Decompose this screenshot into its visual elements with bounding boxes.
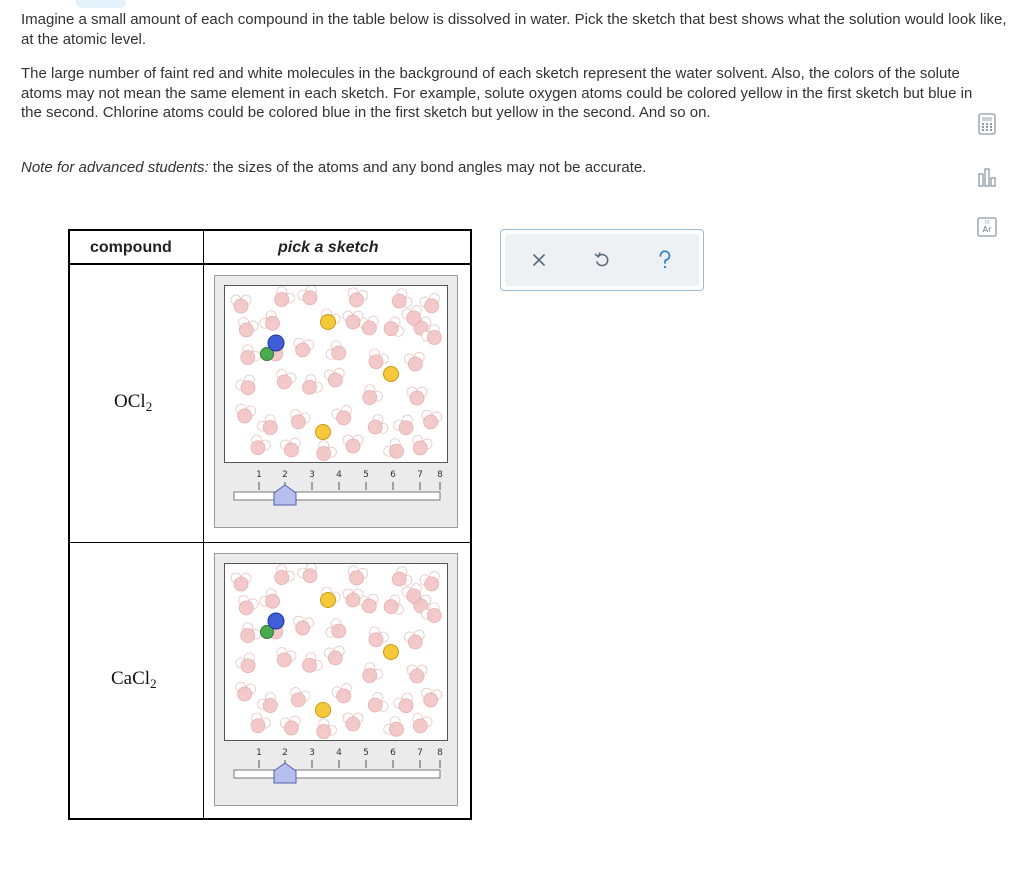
water-molecule: [258, 309, 285, 336]
water-molecule: [292, 337, 315, 358]
water-molecule: [343, 713, 363, 731]
water-molecule: [246, 711, 272, 737]
slider-thumb[interactable]: [274, 763, 296, 783]
slider-tick-label: 1: [256, 470, 262, 480]
sketch-picker-row-1: [214, 275, 458, 528]
formula-cacl2: [111, 668, 157, 692]
bar-chart-icon[interactable]: [975, 166, 999, 190]
slider-tick-label: 4: [336, 748, 342, 758]
water-molecule: [364, 413, 390, 439]
column-header-sketch: pick a sketch: [278, 239, 379, 256]
water-molecule: [273, 368, 298, 392]
row-divider: [70, 542, 470, 543]
water-molecule: [407, 665, 427, 683]
water-molecule: [236, 343, 263, 370]
calculator-icon[interactable]: [975, 112, 999, 136]
water-molecule: [364, 691, 390, 717]
slider-tick-label: 8: [437, 470, 443, 480]
help-icon[interactable]: [651, 246, 679, 274]
slider-tick-label: 1: [256, 748, 262, 758]
solute-atom: [384, 367, 399, 382]
water-molecule: [404, 629, 427, 650]
water-molecule: [270, 564, 297, 589]
table-header: [70, 231, 470, 265]
formula-main: CaCl: [111, 668, 151, 689]
water-molecule: [235, 316, 260, 340]
answer-tools: [500, 229, 704, 291]
water-molecule: [419, 570, 444, 594]
solute-atom: [321, 315, 336, 330]
water-molecule: [420, 687, 443, 708]
water-molecule: [296, 286, 322, 309]
water-molecule: [273, 646, 298, 670]
water-molecule: [256, 413, 283, 440]
close-icon[interactable]: [525, 246, 553, 274]
water-molecule: [312, 717, 339, 740]
water-molecule: [407, 387, 427, 405]
water-molecule: [324, 367, 347, 388]
water-molecule: [420, 409, 443, 430]
molecule-scene: [225, 564, 447, 740]
water-molecule: [287, 686, 312, 710]
water-molecule: [409, 434, 434, 458]
solute-atom: [384, 645, 399, 660]
solute-atom: [316, 425, 331, 440]
solute-atom: [321, 593, 336, 608]
water-molecule: [324, 645, 347, 666]
molecular-sketch: [224, 285, 448, 463]
undo-icon[interactable]: [588, 246, 616, 274]
water-molecule: [388, 565, 414, 591]
water-molecule: [358, 661, 385, 688]
solute-atom: [316, 703, 331, 718]
slider-thumb[interactable]: [274, 485, 296, 505]
sketch-picker-row-2: [214, 553, 458, 806]
water-molecule: [298, 651, 325, 678]
slider-tick-label: 6: [390, 748, 396, 758]
note-text: the sizes of the atoms and any bond angles may not be accurate.: [208, 159, 647, 176]
water-molecule: [231, 295, 251, 313]
water-molecule: [381, 316, 405, 341]
water-molecule: [331, 404, 356, 428]
water-molecule: [324, 617, 350, 643]
slider-tick-label: 4: [336, 470, 342, 480]
water-molecule: [246, 433, 272, 459]
water-molecule: [388, 287, 414, 313]
water-molecule: [382, 715, 409, 740]
slider-tick-label: 5: [363, 748, 369, 758]
top-tab: [76, 0, 126, 8]
water-molecule: [419, 292, 444, 316]
water-molecule: [234, 681, 257, 702]
water-molecule: [256, 691, 283, 718]
water-molecule: [345, 565, 369, 588]
column-header-compound: compound: [90, 239, 172, 256]
slider-tick-label: 7: [417, 470, 423, 480]
water-molecule: [235, 594, 260, 618]
slider-tick-label: 8: [437, 748, 443, 758]
water-molecule: [298, 373, 325, 400]
water-molecule: [280, 715, 303, 736]
water-molecule: [292, 615, 315, 636]
water-molecule: [296, 564, 322, 587]
water-molecule: [404, 351, 427, 372]
water-molecule: [392, 413, 418, 439]
svg-text:18: 18: [984, 219, 990, 225]
water-molecule: [331, 682, 356, 706]
formula-subscript: 2: [150, 676, 157, 691]
water-molecule: [358, 383, 385, 410]
periodic-table-icon[interactable]: [975, 215, 999, 239]
slider-rail[interactable]: [234, 492, 440, 500]
slider-tick-label: 3: [309, 748, 315, 758]
water-molecule: [345, 287, 369, 310]
slider-tick-label: 7: [417, 748, 423, 758]
water-molecule: [287, 408, 312, 432]
water-molecule: [392, 691, 418, 717]
answer-tools-bar: [505, 234, 699, 286]
note-label: Note for advanced students:: [21, 159, 209, 176]
slider-track[interactable]: [215, 744, 459, 794]
slider-tick-label: 3: [309, 470, 315, 480]
column-divider: [203, 231, 204, 818]
formula-main: OCl: [114, 391, 146, 412]
slider-rail[interactable]: [234, 770, 440, 778]
water-molecule: [312, 439, 339, 462]
water-molecule: [280, 437, 303, 458]
water-molecule: [343, 435, 363, 453]
water-molecule: [258, 587, 285, 614]
water-molecule: [234, 651, 260, 677]
water-molecule: [324, 339, 350, 365]
molecule-scene: [225, 286, 447, 462]
water-molecule: [231, 573, 251, 591]
slider-tick-label: 2: [282, 470, 288, 480]
instruction-paragraph-1: Imagine a small amount of each compound in the table below is dissolved in water. Pick the sketch that best shows what the solution would look like, at the atomic level.: [21, 11, 1007, 48]
molecular-sketch: [224, 563, 448, 741]
formula-ocl2: [114, 391, 152, 415]
slider-tick-label: 6: [390, 470, 396, 480]
slider-track[interactable]: [215, 466, 459, 516]
water-molecule: [270, 286, 297, 311]
sketch-slider[interactable]: [215, 466, 459, 516]
instruction-paragraph-2: The large number of faint red and white molecules in the background of each sketch represent the water solvent. Also, the colors of the solute atoms may not mean the same element in each sketch. For example, solute oxygen atoms could be colored yellow in the first sketch but blue in the second. Chlorine atoms could be colored blue in the first sketch but yellow in the second. And so on.: [21, 65, 973, 121]
water-molecule: [236, 621, 263, 648]
slider-tick-label: 5: [363, 470, 369, 480]
water-molecule: [382, 437, 409, 462]
svg-text:Ar: Ar: [982, 225, 992, 234]
water-molecule: [381, 594, 405, 619]
water-molecule: [234, 373, 260, 399]
water-molecule: [234, 403, 257, 424]
instruction-note: [21, 158, 996, 178]
slider-tick-label: 2: [282, 748, 288, 758]
formula-subscript: 2: [145, 399, 153, 414]
sketch-slider[interactable]: [215, 744, 459, 794]
water-molecule: [409, 712, 434, 736]
